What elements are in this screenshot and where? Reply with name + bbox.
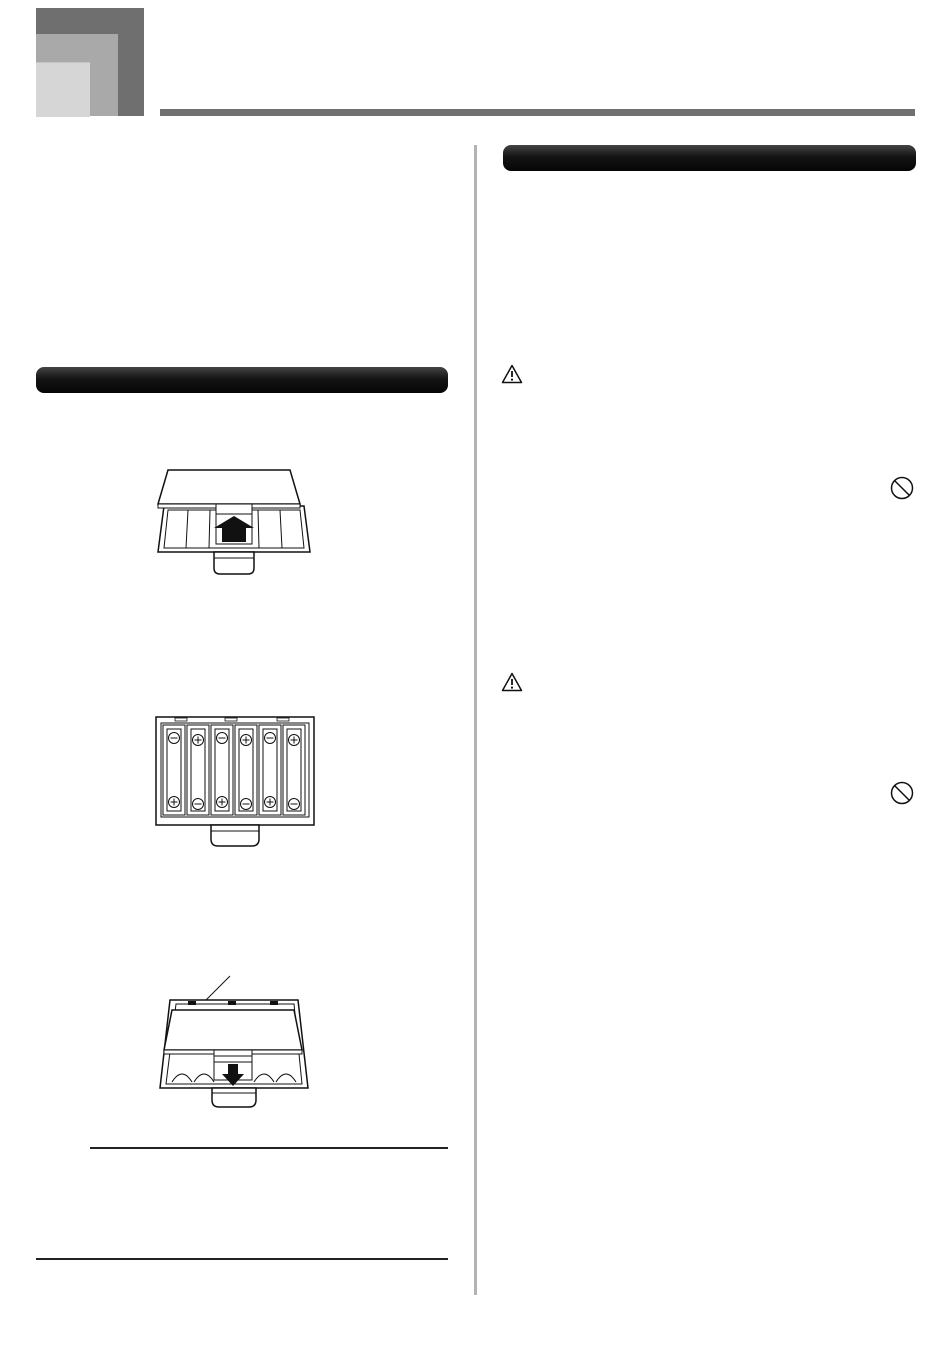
section-heading-bar-right [503,145,916,171]
column-divider [474,145,477,1295]
prohibited-circle-icon [889,780,915,806]
chapter-corner-graphic-light [36,62,90,117]
battery-cover-closing-figure [154,468,314,580]
warning-triangle-icon [501,672,523,692]
note-rule-bottom [36,1258,448,1260]
warning-triangle-icon [501,364,523,384]
note-rule-top [90,1147,448,1149]
section-heading-bar-left [36,367,448,393]
header-rule [160,109,915,116]
battery-cover-removing-figure [154,970,316,1110]
battery-compartment-open-figure [153,713,317,849]
prohibited-circle-icon [889,475,915,501]
